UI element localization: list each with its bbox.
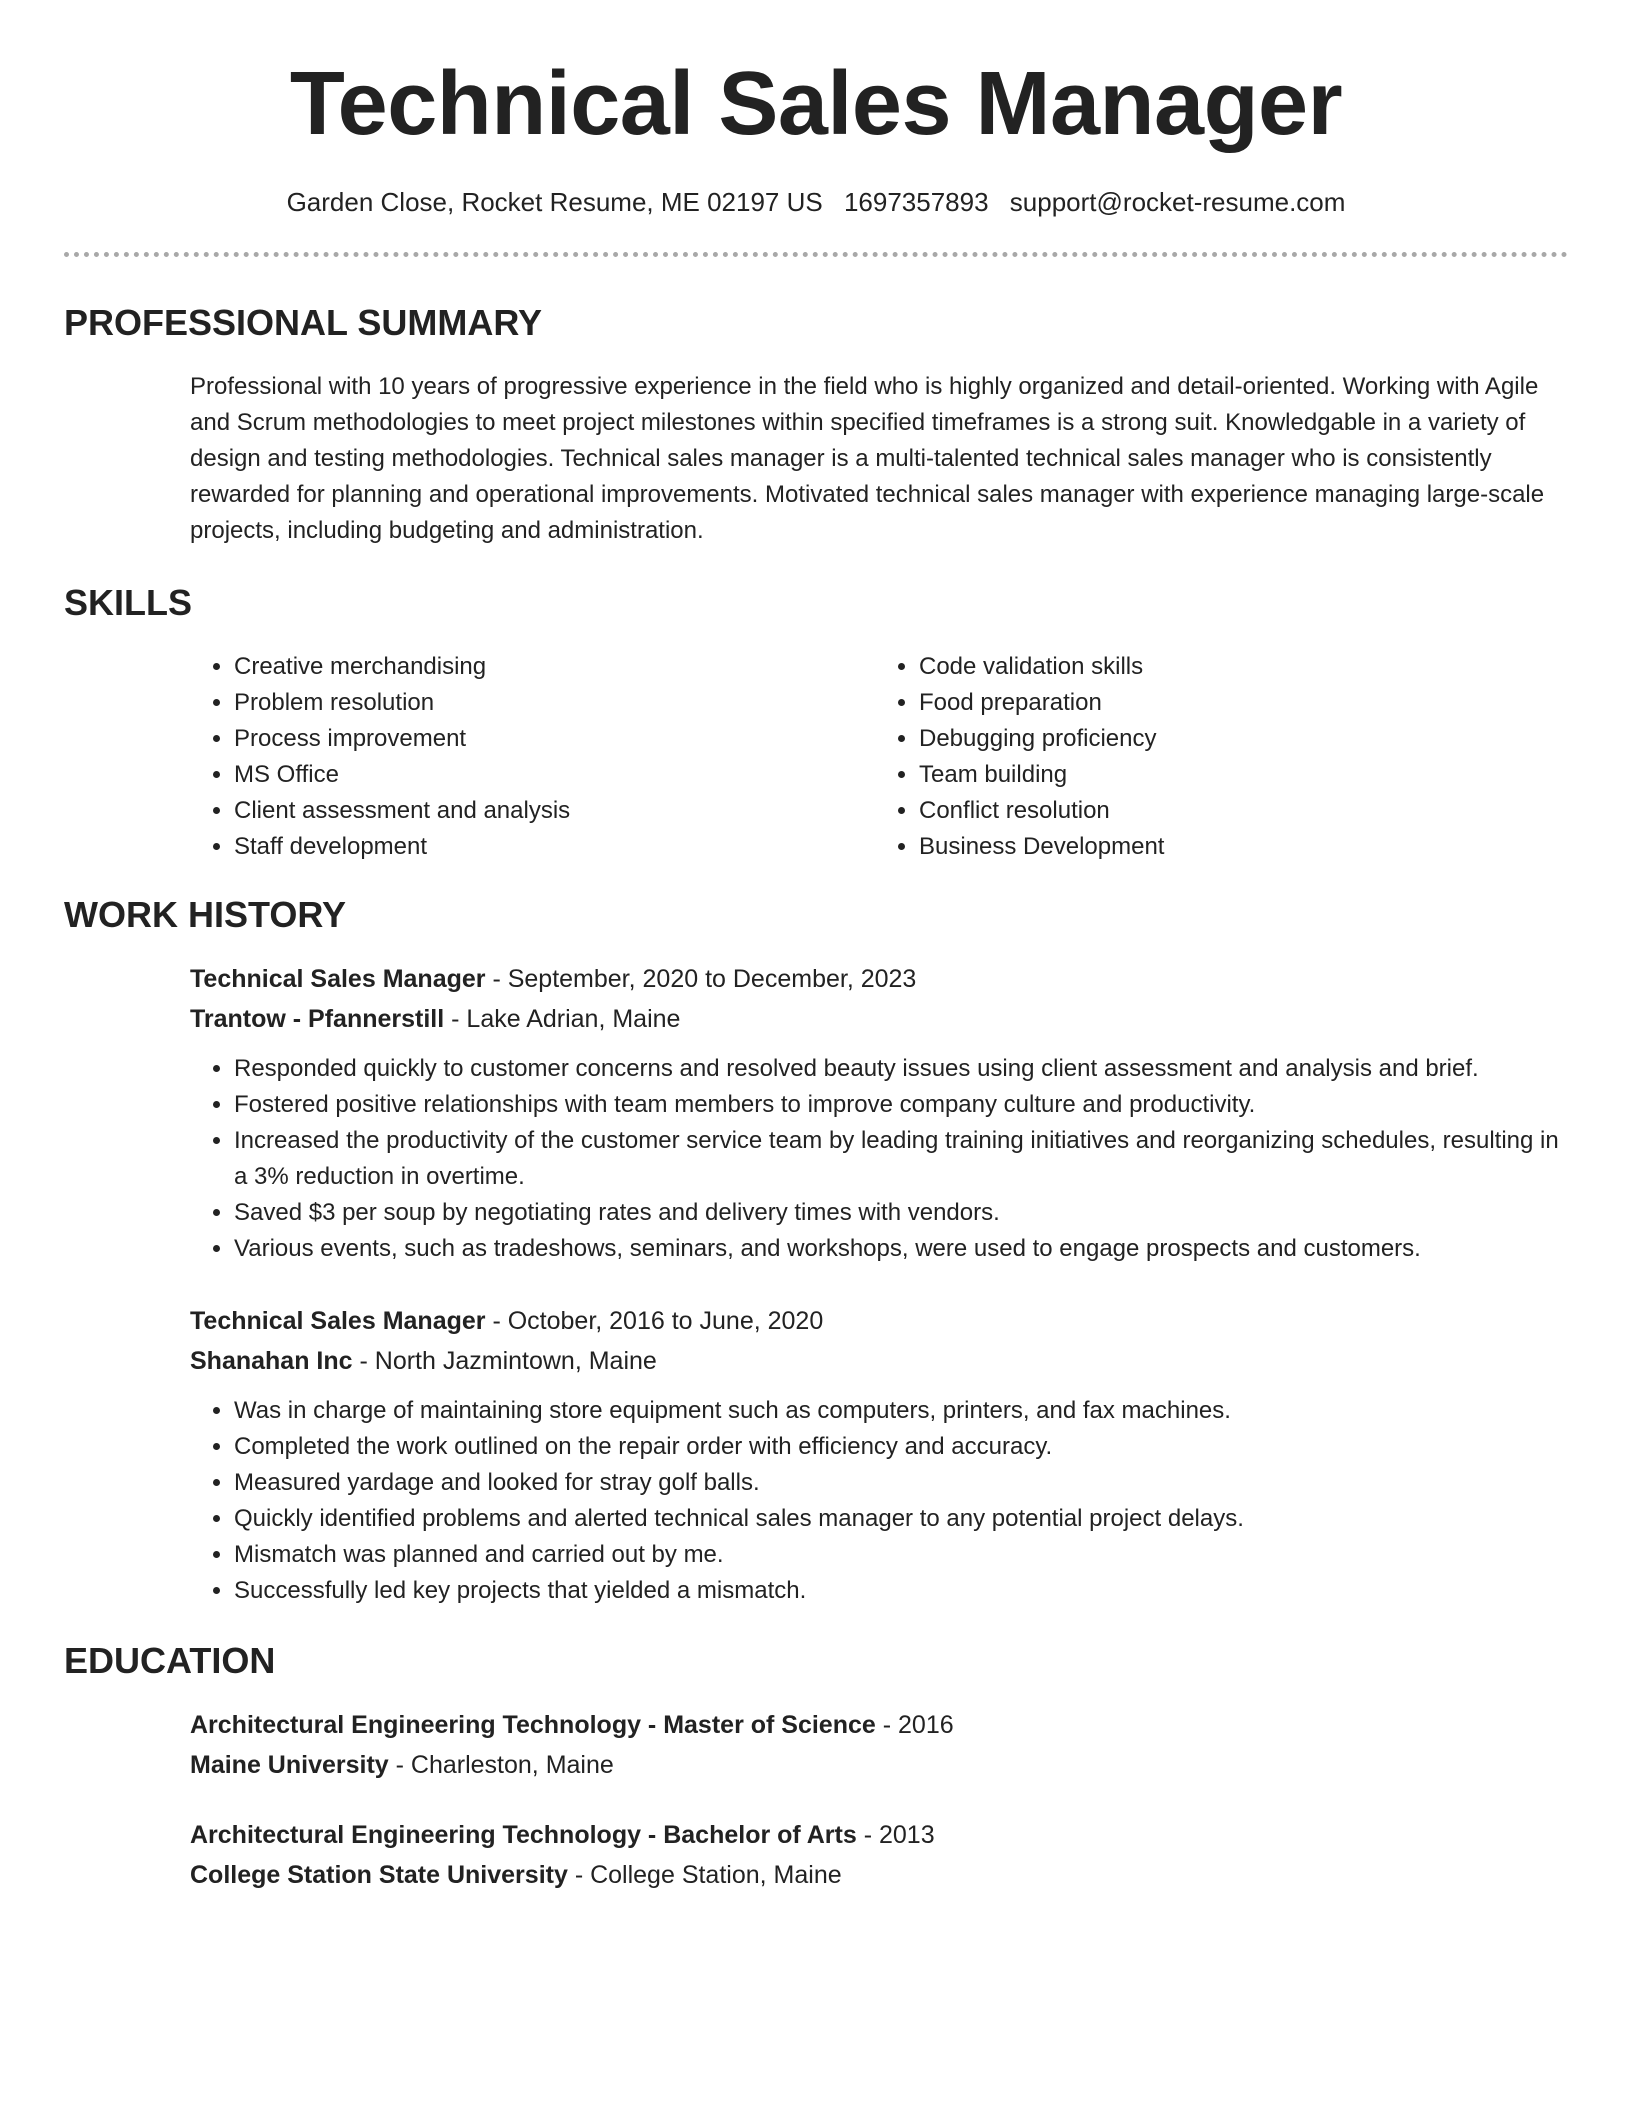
contact-address: Garden Close, Rocket Resume, ME 02197 US bbox=[286, 187, 823, 217]
skills-column-left bbox=[190, 649, 875, 865]
skill-item: • Client assessment and analysis bbox=[234, 793, 875, 829]
header-divider bbox=[64, 252, 1568, 257]
resume-name: Technical Sales Manager bbox=[289, 54, 1343, 154]
job-entry bbox=[190, 1301, 1560, 1609]
job-role: Technical Sales Manager bbox=[190, 1307, 486, 1335]
school-line bbox=[190, 1855, 1560, 1895]
job-dates: - September, 2020 to December, 2023 bbox=[485, 965, 917, 993]
skill-item: • Staff development bbox=[234, 829, 875, 865]
school-location: - College Station, Maine bbox=[567, 1861, 842, 1889]
skill-item: • MS Office bbox=[234, 757, 875, 793]
degree-year: - 2016 bbox=[875, 1711, 954, 1739]
degree-year: - 2013 bbox=[856, 1821, 935, 1849]
job-bullet: • Increased the productivity of the customer service team by leading training initiatives and reorganizing schedules, resulting in a 3% reduction in overtime. bbox=[234, 1123, 1560, 1195]
skill-item: • Business Development bbox=[919, 829, 1560, 865]
skill-item: • Team building bbox=[919, 757, 1560, 793]
skill-item: • Conflict resolution bbox=[919, 793, 1560, 829]
skill-item: • Food preparation bbox=[919, 685, 1560, 721]
job-title-line bbox=[190, 959, 1560, 999]
job-role: Technical Sales Manager bbox=[190, 965, 486, 993]
job-bullet: • Mismatch was planned and carried out by me. bbox=[234, 1537, 1560, 1573]
education-entry bbox=[190, 1815, 1560, 1895]
skills-column-right bbox=[875, 649, 1560, 865]
work-history-heading: WORK HISTORY bbox=[64, 894, 347, 935]
job-bullet: • Completed the work outlined on the repair order with efficiency and accuracy. bbox=[234, 1429, 1560, 1465]
job-bullet: • Was in charge of maintaining store equipment such as computers, printers, and fax machines. bbox=[234, 1393, 1560, 1429]
job-bullet: • Measured yardage and looked for stray golf balls. bbox=[234, 1465, 1560, 1501]
school-location: - Charleston, Maine bbox=[388, 1751, 614, 1779]
job-dates: - October, 2016 to June, 2020 bbox=[485, 1307, 824, 1335]
job-company-line bbox=[190, 1341, 1560, 1381]
job-bullets bbox=[190, 1393, 1560, 1609]
education-heading: EDUCATION bbox=[64, 1640, 276, 1681]
education-entry bbox=[190, 1705, 1560, 1785]
contact-phone: 1697357893 bbox=[843, 187, 989, 217]
job-title-line bbox=[190, 1301, 1560, 1341]
contact-email[interactable]: support@rocket-resume.com bbox=[1009, 187, 1346, 217]
job-bullet: • Responded quickly to customer concerns and resolved beauty issues using client assessment and analysis and brief. bbox=[234, 1051, 1560, 1087]
job-location: - North Jazmintown, Maine bbox=[352, 1347, 657, 1375]
job-bullet: • Fostered positive relationships with team members to improve company culture and productivity. bbox=[234, 1087, 1560, 1123]
job-bullet: • Successfully led key projects that yielded a mismatch. bbox=[234, 1573, 1560, 1609]
job-bullet: • Quickly identified problems and alerted technical sales manager to any potential project delays. bbox=[234, 1501, 1560, 1537]
summary-heading: PROFESSIONAL SUMMARY bbox=[64, 302, 543, 343]
skill-item: • Creative merchandising bbox=[234, 649, 875, 685]
degree-line bbox=[190, 1705, 1560, 1745]
skills-heading: SKILLS bbox=[64, 582, 193, 623]
skill-item: • Problem resolution bbox=[234, 685, 875, 721]
skill-item: • Process improvement bbox=[234, 721, 875, 757]
skills-list bbox=[190, 649, 1560, 865]
job-bullet: • Various events, such as tradeshows, seminars, and workshops, were used to engage prospects and customers. bbox=[234, 1231, 1560, 1267]
skill-item: • Debugging proficiency bbox=[919, 721, 1560, 757]
degree-line bbox=[190, 1815, 1560, 1855]
job-company: Shanahan Inc bbox=[190, 1347, 353, 1375]
degree-name: Architectural Engineering Technology - Master of Science bbox=[190, 1711, 876, 1739]
school-name: College Station State University bbox=[190, 1861, 568, 1889]
school-line bbox=[190, 1745, 1560, 1785]
contact-line bbox=[0, 184, 1632, 220]
job-bullet: • Saved $3 per soup by negotiating rates and delivery times with vendors. bbox=[234, 1195, 1560, 1231]
school-name: Maine University bbox=[190, 1751, 389, 1779]
summary-text: Professional with 10 years of progressive experience in the field who is highly organized and detail-oriented. Working with Agile and Scrum methodologies to meet project milestones within specified timeframes is a strong suit. Knowledgable in a variety of design and testing methodologies. Technical sales manager is a multi-talented technical sales manager who is consistently rewarded for planning and operational improvements. Motivated technical sales manager with experience managing large-scale projects, including budgeting and administration. bbox=[190, 373, 1545, 544]
job-bullets bbox=[190, 1051, 1560, 1267]
job-company-line bbox=[190, 999, 1560, 1039]
job-entry bbox=[190, 959, 1560, 1267]
skill-item: • Code validation skills bbox=[919, 649, 1560, 685]
job-company: Trantow - Pfannerstill bbox=[190, 1005, 445, 1033]
degree-name: Architectural Engineering Technology - Bachelor of Arts bbox=[190, 1821, 857, 1849]
job-location: - Lake Adrian, Maine bbox=[444, 1005, 681, 1033]
